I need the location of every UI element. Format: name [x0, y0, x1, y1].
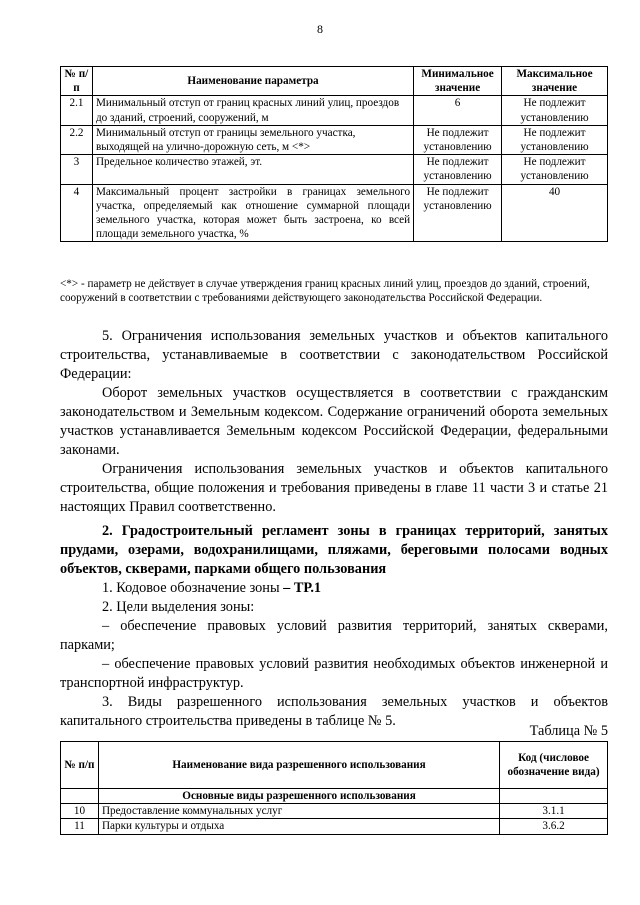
header-num: № п/п	[61, 742, 99, 789]
paragraph-land-turnover: Оборот земельных участков осуществляется в соответствии с гражданским законодательством и Земельным кодексом. Содержание ограничений оборота земельных участков устанавливается Земельным кодексом Российской Федерации, федеральными законами.	[60, 385, 608, 458]
table-row	[61, 804, 608, 819]
section-title: Основные виды разрешенного использования	[98, 789, 499, 804]
table-row	[61, 184, 608, 242]
table-row	[61, 155, 608, 184]
header-max: Максимальное значение	[502, 67, 608, 96]
table-section-row	[61, 789, 608, 804]
paragraph-usage-types: 3. Виды разрешенного использования земельных участков и объектов капитального строительства приведены в таблице № 5.	[60, 694, 608, 729]
usage-types-table	[60, 741, 608, 835]
section-code-cell	[500, 789, 608, 804]
row-min: Не подлежит установлению	[414, 184, 502, 242]
row-name: Максимальный процент застройки в границах земельного участка, определяемый как отношение суммарной площади земельного участка, которая может быть застроена, ко всей площади земельного участка, %	[92, 184, 413, 242]
row-max: Не подлежит установлению	[502, 155, 608, 184]
header-min: Минимальное значение	[414, 67, 502, 96]
row-code: 3.6.2	[500, 819, 608, 834]
row-min: Не подлежит установлению	[414, 155, 502, 184]
row-name: Минимальный отступ от границ красных линий улиц, проездов до зданий, строений, сооружений, м	[92, 96, 413, 125]
zone-code-line	[60, 579, 608, 598]
header-parameter: Наименование параметра	[92, 67, 413, 96]
row-max: Не подлежит установлению	[502, 125, 608, 154]
table-row	[61, 819, 608, 834]
row-num: 11	[61, 819, 99, 834]
header-code: Код (числовое обозначение вида)	[500, 742, 608, 789]
zone-goal-item: – обеспечение правовых условий развития необходимых объектов инженерной и транспортной инфраструктур.	[60, 656, 608, 691]
table-row	[61, 96, 608, 125]
paragraph-usage-limits: Ограничения использования земельных участков и объектов капитального строительства, общие положения и требования приведены в главе 11 части 3 и статье 21 настоящих Правил соответственно.	[60, 461, 608, 515]
row-num: 10	[61, 804, 99, 819]
row-num: 4	[61, 184, 93, 242]
table-row	[61, 125, 608, 154]
table-caption: Таблица № 5	[529, 723, 608, 739]
row-name: Предельное количество этажей, эт.	[92, 155, 413, 184]
row-name: Минимальный отступ от границы земельного участка, выходящей на улично-дорожную сеть, м <*>	[92, 125, 413, 154]
zone-code-value: – ТР.1	[283, 580, 322, 596]
table-header-row	[61, 67, 608, 96]
row-name: Парки культуры и отдыха	[98, 819, 499, 834]
section-num-cell	[61, 789, 99, 804]
paragraph-restrictions: 5. Ограничения использования земельных участков и объектов капитального строительства, устанавливаемые в соответствии с законодательством Российской Федерации:	[60, 328, 608, 382]
row-num: 2.1	[61, 96, 93, 125]
section-heading: 2. Градостроительный регламент зоны в границах территорий, занятых прудами, озерами, водохранилищами, пляжами, береговыми полосами водных объектов, скверами, парками общего пользования	[60, 523, 608, 577]
row-min: 6	[414, 96, 502, 125]
page-number: 8	[317, 22, 323, 36]
row-name: Предоставление коммунальных услуг	[98, 804, 499, 819]
row-num: 2.2	[61, 125, 93, 154]
row-code: 3.1.1	[500, 804, 608, 819]
header-num: № п/п	[61, 67, 93, 96]
row-max: Не подлежит установлению	[502, 96, 608, 125]
row-max: 40	[502, 184, 608, 242]
row-num: 3	[61, 155, 93, 184]
parameters-table	[60, 66, 608, 242]
footnote: <*> - параметр не действует в случае утверждения границ красных линий улиц, проездов до зданий, строений, сооружений в соответствии с требованиями действующего законодательства Российской Федерации.	[60, 278, 590, 305]
row-min: Не подлежит установлению	[414, 125, 502, 154]
zone-goal-item: – обеспечение правовых условий развития территорий, занятых скверами, парками;	[60, 618, 608, 653]
zone-goals-title: 2. Цели выделения зоны:	[102, 599, 255, 615]
zone-code-label: 1. Кодовое обозначение зоны	[102, 580, 284, 596]
table-header-row	[61, 742, 608, 789]
header-usage-type: Наименование вида разрешенного использования	[98, 742, 499, 789]
